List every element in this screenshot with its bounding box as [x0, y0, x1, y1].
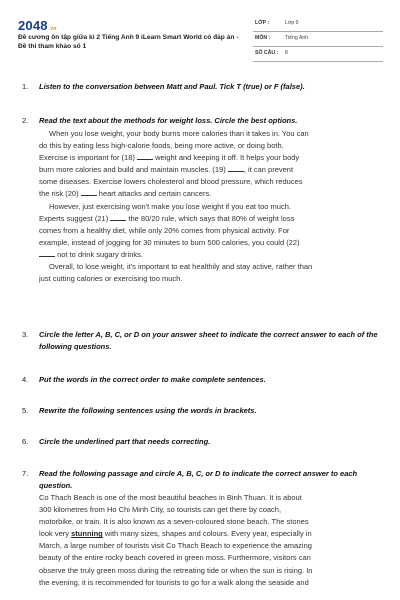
- underlined-word: stunning: [71, 529, 103, 539]
- passage-line: comes from a healthy diet, while only 20% comes from physical activity. For: [39, 225, 290, 235]
- passage-line: When you lose weight, your body burns more calories than it takes in. You can: [49, 129, 309, 138]
- passage-line: just cutting calories or exercising too much.: [39, 274, 183, 284]
- site-logo[interactable]: [18, 18, 57, 33]
- meta-row-count: [253, 47, 383, 62]
- passage-line: motorbike, or train. It is also known as a seven-coloured stone beach. The stones: [39, 517, 309, 527]
- passage-line: Overall, to lose weight, it's important to eat healthily and stay active, rather than: [49, 262, 313, 272]
- passage-text: look very: [39, 529, 70, 539]
- meta-value: Tiếng Anh: [285, 35, 309, 41]
- item-instruction: Read the text about the methods for weight loss. Circle the best options.: [39, 116, 298, 125]
- passage-line: [39, 188, 379, 200]
- item-instruction: Read the following passage and circle A, B, C, or D to indicate the correct answer to each question.: [39, 469, 358, 490]
- passage-line: [39, 152, 379, 164]
- item-number: 3.: [22, 330, 29, 339]
- passage-text: Experts suggest (21): [39, 213, 109, 223]
- item-instruction: Rewrite the following sentences using the words in brackets.: [39, 406, 257, 415]
- meta-row-subject: [253, 32, 383, 47]
- passage-line: do this by eating less high-calorie foods, being more active, or doing both.: [39, 141, 284, 151]
- answer-blank-19[interactable]: [228, 165, 244, 172]
- logo-text: 2048: [18, 18, 48, 33]
- page-header: [0, 0, 400, 66]
- meta-key: SỐ CÂU :: [255, 50, 279, 56]
- answer-blank-21[interactable]: [110, 214, 126, 221]
- meta-key: MÔN :: [255, 35, 271, 41]
- passage-text: heart attacks and certain cancers.: [98, 189, 212, 199]
- item-number: 7.: [22, 469, 29, 478]
- item-number: 6.: [22, 437, 29, 446]
- item-instruction: Put the words in the correct order to make complete sentences.: [39, 375, 266, 384]
- item-number: 1.: [22, 82, 29, 91]
- passage-line: some diseases. Exercise lowers cholesterol and blood pressure, which reduces: [39, 177, 303, 187]
- item-instruction: Circle the letter A, B, C, or D on your answer sheet to indicate the correct answer to each of the following questions.: [39, 330, 378, 351]
- meta-row-class: [253, 17, 383, 32]
- passage-line: example, instead of jogging for 30 minutes to burn 500 calories, you could (22): [39, 237, 300, 247]
- item-instruction: Circle the underlined part that needs correcting.: [39, 437, 211, 446]
- answer-blank-22[interactable]: [39, 250, 55, 257]
- answer-blank-18[interactable]: [137, 153, 153, 160]
- passage-line: Co Thach Beach is one of the most beautiful beaches in Binh Thuan. It is about: [39, 493, 302, 502]
- passage-line: the evening, it is recommended for tourists to go for a walk along the seaside and: [39, 577, 309, 587]
- weight-loss-passage: [39, 128, 379, 285]
- document-title: Đề cương ôn tập giữa kì 2 Tiếng Anh 9 iLearn Smart World có đáp án - Đề thi tham khảo số 1: [18, 34, 239, 50]
- answer-blank-20[interactable]: [81, 189, 97, 196]
- logo-suffix: .vn: [48, 26, 57, 32]
- passage-text: not to drink sugary drinks.: [57, 249, 143, 259]
- passage-line: observe the truly green moss during the retreating tide or when the sun is rising. In: [39, 565, 313, 575]
- passage-line: However, just exercising won't make you lose weight if you eat too much.: [49, 201, 291, 211]
- passage-line: [39, 528, 379, 540]
- passage-text: burn more calories and build and maintain muscles. (19): [39, 165, 226, 175]
- item-instruction: Listen to the conversation between Matt and Paul. Tick T (true) or F (false).: [39, 82, 305, 91]
- passage-line: 300 kilometres from Ho Chi Minh City, so tourists can get there by coach,: [39, 505, 282, 515]
- meta-value: Lớp 9: [285, 20, 299, 26]
- passage-text: weight and keeping it off. It helps your body: [155, 153, 300, 163]
- meta-value: 8: [285, 50, 288, 56]
- passage-line: [39, 249, 379, 261]
- meta-key: LỚP :: [255, 20, 270, 26]
- passage-text: the 80/20 rule, which says that 80% of weight loss: [128, 213, 295, 223]
- item-number: 5.: [22, 406, 29, 415]
- beach-passage: [39, 492, 379, 589]
- passage-text: with many sizes, shapes and colours. Every year, especially in: [104, 529, 312, 539]
- meta-table: [253, 17, 383, 62]
- passage-line: March, a large number of tourists visit Co Thach Beach to experience the amazing: [39, 541, 312, 551]
- passage-line: [39, 213, 379, 225]
- passage-line: [39, 164, 379, 176]
- passage-text: Exercise is important for (18): [39, 153, 135, 163]
- passage-line: beauty of the entire rocky beach covered in green moss. Furthermore, visitors can: [39, 553, 311, 563]
- item-number: 2.: [22, 116, 29, 125]
- passage-text: , it can prevent: [243, 165, 294, 175]
- item-number: 4.: [22, 375, 29, 384]
- passage-text: the risk (20): [39, 189, 79, 199]
